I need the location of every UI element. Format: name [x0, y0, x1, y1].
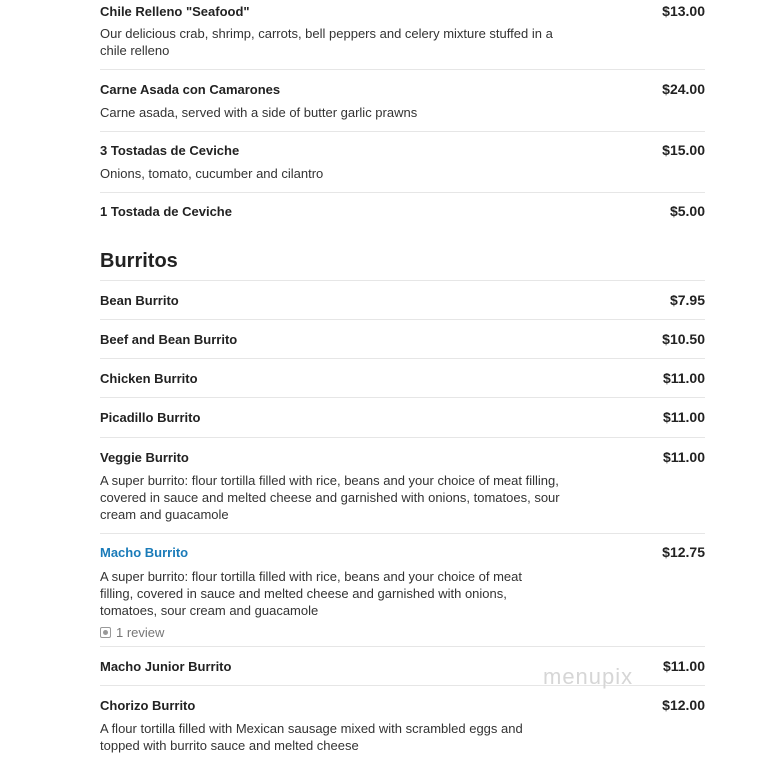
item-price: $5.00 — [669, 203, 705, 219]
item-name: Veggie Burrito — [100, 450, 189, 465]
item-price: $11.00 — [662, 409, 705, 425]
item-price: $13.00 — [662, 3, 705, 19]
item-name: 3 Tostadas de Ceviche — [100, 143, 240, 158]
item-price: $15.00 — [662, 142, 705, 158]
item-name: Chile Relleno "Seafood" — [100, 4, 250, 19]
review-icon — [100, 627, 111, 638]
item-name: 1 Tostada de Ceviche — [100, 204, 232, 219]
item-description: Onions, tomato, cucumber and cilantro — [100, 166, 324, 181]
item-price: $12.75 — [662, 544, 705, 560]
menu-item — [100, 534, 705, 647]
section-title: Burritos — [100, 250, 178, 272]
item-description: A super burrito: flour tortilla filled with rice, beans and your choice of meat filling, covered in sauce and melted cheese and garnished with onions, tomatoes, sour cream and guacamole — [100, 473, 560, 522]
item-price: $12.00 — [662, 697, 705, 713]
item-name: Chicken Burrito — [100, 371, 198, 386]
item-description: A super burrito: flour tortilla filled with rice, beans and your choice of meat filling, covered in sauce and melted cheese and garnished with onions, tomatoes, sour cream and guacamole — [100, 569, 522, 618]
item-name: Chorizo Burrito — [100, 698, 196, 713]
menu-item — [100, 132, 705, 193]
item-price: $11.00 — [662, 658, 705, 674]
item-price: $11.00 — [662, 370, 705, 386]
item-name: Bean Burrito — [100, 293, 179, 308]
item-name: Carne Asada con Camarones — [100, 82, 281, 97]
review-link[interactable] — [100, 625, 164, 640]
menu-item — [100, 0, 705, 70]
item-description: Our delicious crab, shrimp, carrots, bell peppers and celery mixture stuffed in a chile relleno — [100, 26, 553, 58]
item-price: $11.00 — [662, 449, 705, 465]
watermark-logo: menupix — [543, 664, 634, 689]
menu-item — [100, 281, 705, 320]
item-price: $7.95 — [669, 292, 705, 308]
menu-item — [100, 686, 705, 758]
item-name-link[interactable]: Macho Burrito — [100, 545, 189, 560]
menu-item — [100, 398, 705, 438]
item-price: $10.50 — [662, 331, 705, 347]
menu-item — [100, 359, 705, 398]
menu-item — [100, 320, 705, 359]
review-count: 1 review — [116, 625, 165, 640]
item-name: Beef and Bean Burrito — [100, 332, 238, 347]
menu-item — [100, 193, 705, 233]
item-description: A flour tortilla filled with Mexican sausage mixed with scrambled eggs and topped with burrito sauce and melted cheese — [100, 721, 523, 753]
menu-item — [100, 70, 705, 132]
item-name: Picadillo Burrito — [100, 410, 201, 425]
item-description: Carne asada, served with a side of butter garlic prawns — [100, 105, 418, 120]
menu-item — [100, 438, 705, 534]
item-name: Macho Junior Burrito — [100, 659, 232, 674]
item-price: $24.00 — [662, 81, 705, 97]
